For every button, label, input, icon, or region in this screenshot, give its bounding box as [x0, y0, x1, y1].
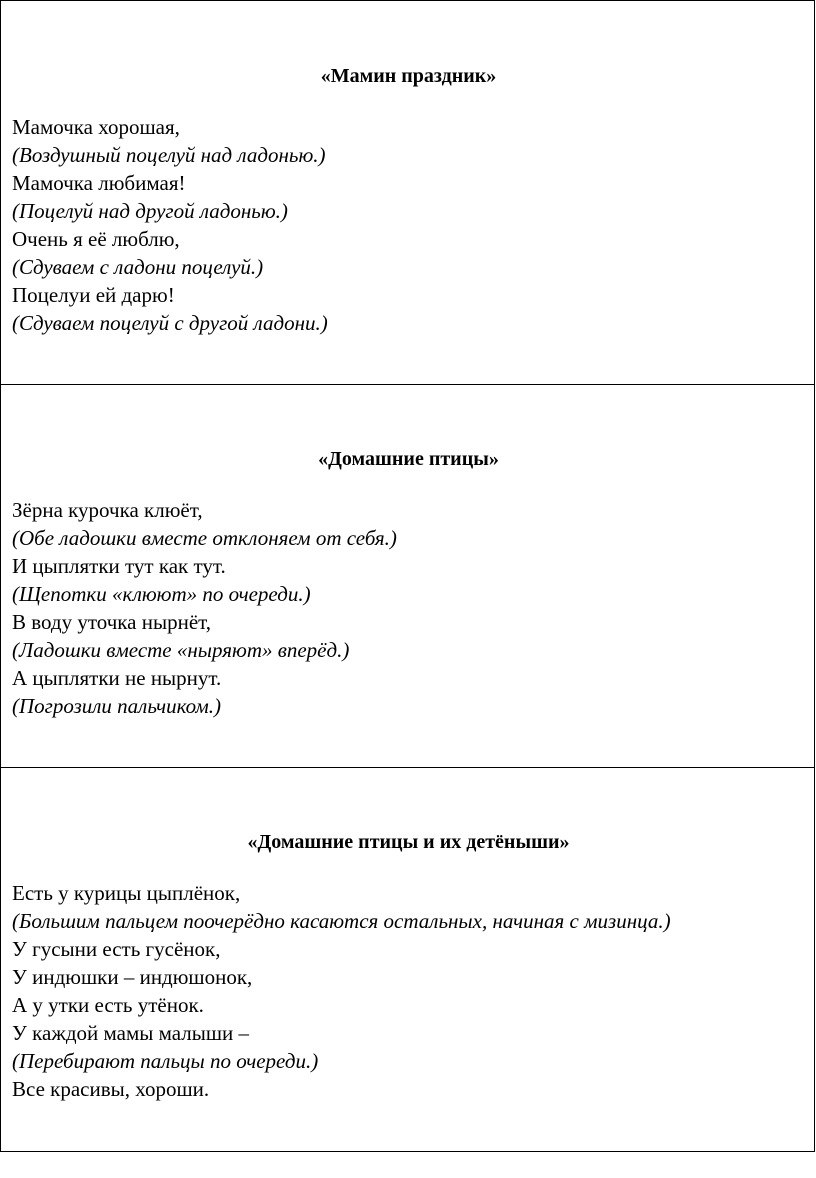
poem-line: У гусыни есть гусёнок,: [12, 937, 221, 961]
poem-line: Поцелуи ей дарю!: [12, 283, 175, 307]
poem-line: (Обе ладошки вместе отклоняем от себя.): [12, 526, 397, 550]
poem-line: (Щепотки «клюют» по очереди.): [12, 582, 311, 606]
poem-line: (Воздушный поцелуй над ладонью.): [12, 143, 326, 167]
poem-lines: [12, 113, 814, 337]
poem-lines: [12, 879, 814, 1103]
poem-line: (Перебирают пальцы по очереди.): [12, 1049, 319, 1073]
poem-line: (Сдуваем поцелуй с другой ладони.): [12, 311, 328, 335]
poem-line: (Сдуваем с ладони поцелуй.): [12, 255, 264, 279]
poem-cell-mamin-prazdnik: [1, 1, 814, 385]
poem-lines: [12, 496, 814, 720]
poem-line: (Погрозили пальчиком.): [12, 694, 221, 718]
poem-line: (Большим пальцем поочерёдно касаются остальных, начиная с мизинца.): [12, 909, 671, 933]
poem-line: У индюшки – индюшонок,: [12, 965, 253, 989]
poem-line: Мамочка любимая!: [12, 171, 186, 195]
poem-line: Мамочка хорошая,: [12, 115, 180, 139]
poem-line: А у утки есть утёнок.: [12, 993, 204, 1017]
poem-line: У каждой мамы малыши –: [12, 1021, 250, 1045]
poem-line: И цыплятки тут как тут.: [12, 554, 226, 578]
poem-cell-ptitsy-i-detenyshi: [1, 768, 814, 1152]
poem-title: «Мамин праздник»: [320, 65, 497, 87]
poem-line: (Поцелуй над другой ладонью.): [12, 199, 288, 223]
poem-line: Есть у курицы цыплёнок,: [12, 881, 241, 905]
poem-line: В воду уточка нырнёт,: [12, 610, 211, 634]
poem-line: Все красивы, хороши.: [12, 1077, 210, 1101]
poem-title: «Домашние птицы»: [318, 448, 499, 470]
poem-line: Зёрна курочка клюёт,: [12, 498, 203, 522]
poem-line: (Ладошки вместе «ныряют» вперёд.): [12, 638, 350, 662]
poem-cell-domashnie-ptitsy: [1, 385, 814, 768]
poem-title: «Домашние птицы и их детёныши»: [247, 831, 570, 853]
poem-line: А цыплятки не нырнут.: [12, 666, 222, 690]
poem-line: Очень я её люблю,: [12, 227, 180, 251]
